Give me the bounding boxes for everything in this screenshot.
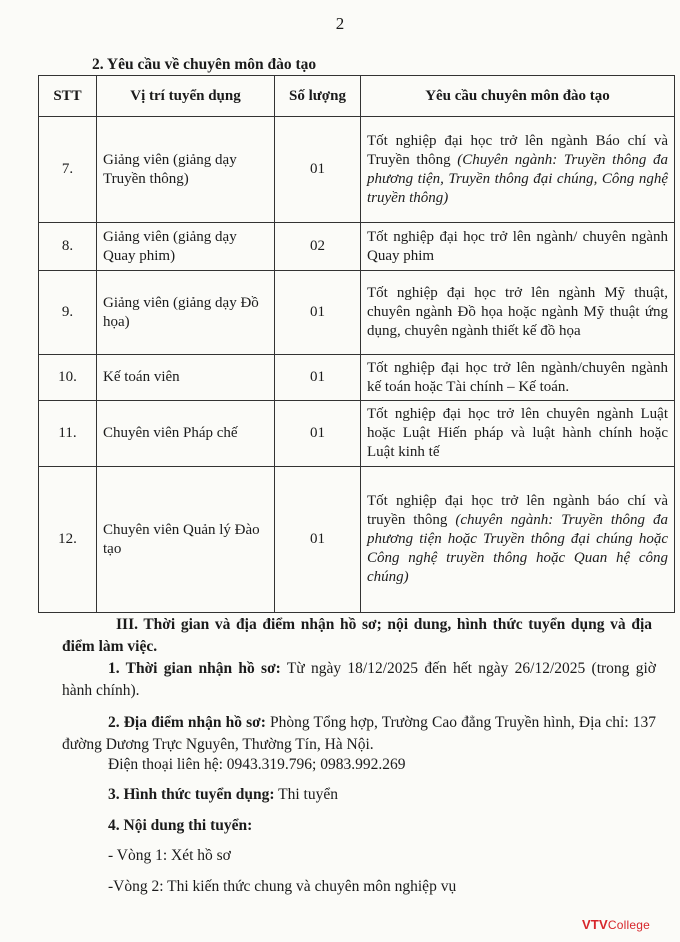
row-position: Giảng viên (giảng dạy Đồ họa) <box>97 271 275 355</box>
row-stt: 11. <box>39 401 97 467</box>
requirement-main: Tốt nghiệp đại học trở lên ngành Mỹ thuật, chuyên ngành Đồ họa hoặc ngành Mỹ thuật ứng dụng, chuyên ngành thiết kế đồ họa <box>367 285 668 339</box>
requirement-main: Tốt nghiệp đại học trở lên ngành Báo chí và Truyền thông <box>367 132 668 168</box>
requirement-main: Tốt nghiệp đại học trở lên ngành báo chí và truyền thông <box>367 493 668 528</box>
requirement-main: Tốt nghiệp đại học trở lên ngành/ chuyên ngành Quay phim <box>367 228 668 264</box>
requirements-table <box>38 75 675 613</box>
row-quantity: 01 <box>275 355 361 401</box>
recruitment-form-label: 3. Hình thức tuyển dụng: <box>108 786 275 803</box>
submission-place-text: Phòng Tổng hợp, Trường Cao đẳng Truyền hình, Địa chỉ: 137 đường Dương Trực Nguyên, Thường Tín, Hà Nội. <box>62 714 657 753</box>
round-1: - Vòng 1: Xét hồ sơ <box>108 847 231 864</box>
row-position: Giảng viên (giảng dạy Quay phim) <box>97 223 275 271</box>
row-requirement <box>361 223 675 271</box>
watermark-suffix: College <box>607 918 650 932</box>
header-position: Vị trí tuyển dụng <box>97 76 275 117</box>
page-number: 2 <box>335 14 345 33</box>
table-row <box>39 467 675 613</box>
row-position: Chuyên viên Pháp chế <box>97 401 275 467</box>
table-row <box>39 117 675 223</box>
requirement-specialization: (Chuyên ngành: Truyền thông đa phương tiện, Truyền thông đại chúng, Công nghệ truyền thông) <box>367 151 668 206</box>
header-requirements: Yêu cầu chuyên môn đào tạo <box>361 76 675 117</box>
row-requirement <box>361 467 675 613</box>
row-stt: 10. <box>39 355 97 401</box>
requirement-main: Tốt nghiệp đại học trở lên chuyên ngành Luật hoặc Luật Hiến pháp và luật hành chính hoặc Luật kinh tế <box>367 406 668 460</box>
row-quantity: 01 <box>275 467 361 613</box>
submission-time-label: 1. Thời gian nhận hồ sơ: <box>108 660 281 677</box>
table-row <box>39 355 675 401</box>
requirement-specialization: (chuyên ngành: Truyền thông đa phương tiện hoặc Truyền thông đại chúng hoặc Công nghệ truyền thông hoặc Quan hệ công chúng) <box>367 512 668 585</box>
row-quantity: 01 <box>275 117 361 223</box>
section-heading: 2. Yêu cầu về chuyên môn đào tạo <box>92 56 317 73</box>
table-header-row <box>39 76 675 117</box>
row-stt: 8. <box>39 223 97 271</box>
watermark-brand: VTV <box>582 917 608 932</box>
vtv-college-watermark <box>582 917 650 932</box>
row-position: Giảng viên (giảng dạy Truyền thông) <box>97 117 275 223</box>
row-requirement <box>361 117 675 223</box>
table-row <box>39 401 675 467</box>
section-3-heading: III. Thời gian và địa điểm nhận hồ sơ; nội dung, hình thức tuyển dụng và địa điểm làm việc. <box>62 616 652 655</box>
row-requirement <box>361 401 675 467</box>
round-2: -Vòng 2: Thi kiến thức chung và chuyên môn nghiệp vụ <box>108 878 457 895</box>
row-position: Chuyên viên Quản lý Đào tạo <box>97 467 275 613</box>
row-quantity: 02 <box>275 223 361 271</box>
row-quantity: 01 <box>275 271 361 355</box>
recruitment-form-paragraph <box>108 784 680 806</box>
row-stt: 7. <box>39 117 97 223</box>
row-position: Kế toán viên <box>97 355 275 401</box>
row-requirement <box>361 355 675 401</box>
header-stt: STT <box>39 76 97 117</box>
row-stt: 12. <box>39 467 97 613</box>
submission-place-paragraph <box>62 712 656 756</box>
row-quantity: 01 <box>275 401 361 467</box>
table-row <box>39 271 675 355</box>
submission-time-text: Từ ngày 18/12/2025 đến hết ngày 26/12/2025 (trong giờ hành chính). <box>62 660 656 699</box>
requirement-main: Tốt nghiệp đại học trở lên ngành/chuyên ngành kế toán hoặc Tài chính – Kế toán. <box>367 359 668 395</box>
recruitment-form-text: Thi tuyển <box>278 786 338 803</box>
row-stt: 9. <box>39 271 97 355</box>
submission-place-label: 2. Địa điểm nhận hồ sơ: <box>108 714 266 731</box>
table-row <box>39 223 675 271</box>
contact-phone: Điện thoại liên hệ: 0943.319.796; 0983.992.269 <box>108 756 406 773</box>
exam-content-label: 4. Nội dung thi tuyển: <box>108 817 253 834</box>
header-quantity: Số lượng <box>275 76 361 117</box>
row-requirement <box>361 271 675 355</box>
submission-time-paragraph <box>62 658 656 702</box>
